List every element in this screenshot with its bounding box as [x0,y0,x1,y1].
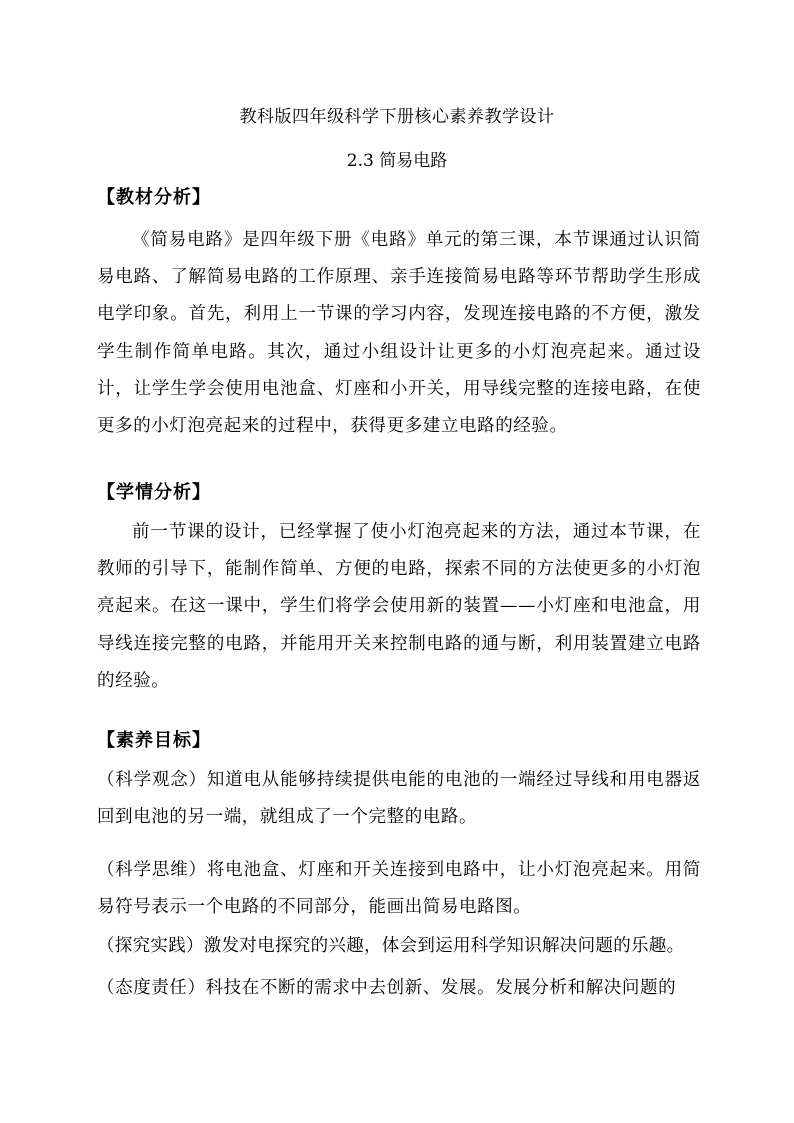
goal-attitude-responsibility: （态度责任）科技在不断的需求中去创新、发展。发展分析和解决问题的 [97,978,677,998]
goal-inquiry-practice: （探究实践）激发对电探究的兴趣，体会到运用科学知识解决问题的乐趣。 [97,936,685,956]
section-heading-student-analysis: 【学情分析】 [97,482,211,503]
lesson-title: 2.3 简易电路 [346,151,448,171]
goal-science-thinking: （科学思维）将电池盒、灯座和开关连接到电路中，让小灯泡亮起来。用简易符号表示一个电路的不同部分，能画出简易电路图。 [97,860,701,918]
section-heading-literacy-goals: 【素养目标】 [97,730,211,751]
goal-science-concept: （科学观念）知道电从能够持续提供电能的电池的一端经过导线和用电器返回到电池的另一端，就组成了一个完整的电路。 [97,770,701,828]
document-title: 教科版四年级科学下册核心素养教学设计 [239,107,555,127]
section-text-textbook-analysis: 《简易电路》是四年级下册《电路》单元的第三课，本节课通过认识简易电路、了解简易电路的工作原理、亲手连接简易电路等环节帮助学生形成电学印象。首先，利用上一节课的学习内容，发现连接电路的不方便，激发学生制作简单电路。其次，通过小组设计让更多的小灯泡亮起来。通过设计，让学生学会使用电池盒、灯座和小开关，用导线完整的连接电路，在使更多的小灯泡亮起来的过程中，获得更多建立电路的经验。 [97,230,701,437]
section-text-student-analysis: 前一节课的设计，已经掌握了使小灯泡亮起来的方法，通过本节课，在教师的引导下，能制作简单、方便的电路，探索不同的方法使更多的小灯泡亮起来。在这一课中，学生们将学会使用新的装置——小灯座和电池盒，用导线连接完整的电路，并能用开关来控制电路的通与断，利用装置建立电路的经验。 [97,522,701,691]
section-heading-textbook-analysis: 【教材分析】 [97,187,211,208]
